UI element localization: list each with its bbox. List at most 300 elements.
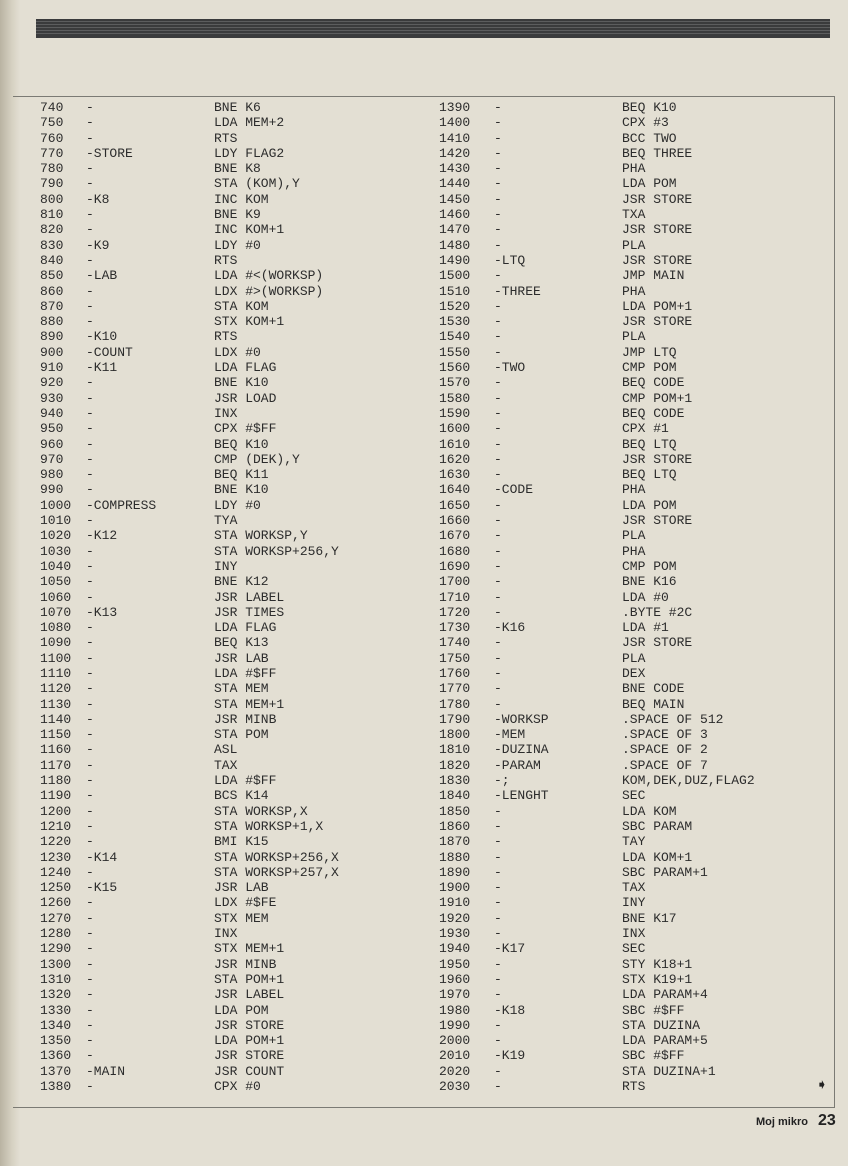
line-number: 1370 [40,1063,72,1079]
code-line [0,238,420,253]
code-instruction: LDA POM+1 [214,1033,285,1049]
code-line [424,880,834,895]
code-line [424,804,834,819]
code-label: - [86,788,94,804]
line-number: 840 [40,252,64,268]
code-line [0,559,420,574]
code-label: - [86,665,94,681]
code-line [424,391,834,406]
line-number: 1950 [439,956,471,972]
code-instruction: CMP POM+1 [622,390,693,406]
code-line [424,176,834,191]
code-line [424,421,834,436]
line-number: 880 [40,314,64,330]
code-line [424,528,834,543]
line-number: 1660 [439,513,471,529]
code-instruction: RTS [622,1079,646,1094]
line-number: 2030 [439,1079,471,1094]
code-instruction: PHA [622,543,646,559]
code-label: - [494,987,502,1003]
code-line [424,834,834,849]
code-instruction: STA MEM+1 [214,696,285,712]
line-number: 940 [40,405,64,421]
code-label: - [494,558,502,574]
line-number: 1840 [439,788,471,804]
code-line [424,635,834,650]
line-number: 1600 [439,421,471,437]
code-label: - [86,298,94,314]
line-number: 1260 [40,895,72,911]
code-line [0,498,420,513]
code-line [424,131,834,146]
code-instruction: CMP (DEK),Y [214,451,300,467]
code-line [0,375,420,390]
code-label: - [494,237,502,253]
code-label: -K17 [494,941,526,957]
code-instruction: LDA #1 [622,620,669,636]
code-line [0,544,420,559]
code-label: - [86,620,94,636]
code-line [424,987,834,1002]
code-label: -COMPRESS [86,497,157,513]
line-number: 1780 [439,696,471,712]
code-line [424,513,834,528]
code-line [0,1048,420,1063]
code-label: - [494,191,502,207]
code-label: - [86,451,94,467]
line-number: 1220 [40,834,72,850]
code-label: - [494,543,502,559]
code-instruction: JSR TIMES [214,604,285,620]
code-instruction: CPX #$FF [214,421,277,437]
code-label: -MEM [494,727,526,743]
code-instruction: LDA PARAM+5 [622,1033,708,1049]
code-instruction: JMP LTQ [622,344,677,360]
line-number: 1130 [40,696,72,712]
line-number: 1440 [439,176,471,192]
line-number: 1690 [439,558,471,574]
line-number: 1830 [439,773,471,789]
code-instruction: JSR LAB [214,880,269,896]
code-instruction: BEQ LTQ [622,436,677,452]
line-number: 1330 [40,1002,72,1018]
code-instruction: STA DUZINA+1 [622,1063,716,1079]
code-instruction: BNE K9 [214,207,261,223]
line-number: 1720 [439,604,471,620]
line-number: 1080 [40,620,72,636]
line-number: 1230 [40,849,72,865]
code-line [424,299,834,314]
code-label: - [86,421,94,437]
code-instruction: LDA FLAG [214,620,277,636]
code-label: - [494,803,502,819]
code-label: - [86,482,94,498]
code-label: -K18 [494,1002,526,1018]
line-number: 870 [40,298,64,314]
line-number: 1160 [40,742,72,758]
line-number: 1590 [439,405,471,421]
line-number: 860 [40,283,64,299]
code-label: - [86,971,94,987]
code-instruction: JSR STORE [214,1048,285,1064]
code-instruction: LDY FLAG2 [214,145,285,161]
code-label: - [86,130,94,146]
code-line [0,697,420,712]
code-line [0,268,420,283]
code-line [0,253,420,268]
line-number: 1900 [439,880,471,896]
line-number: 1240 [40,864,72,880]
code-label: - [86,176,94,192]
code-instruction: JSR LABEL [214,987,285,1003]
code-instruction: JMP MAIN [622,268,685,284]
code-label: -K10 [86,329,118,345]
code-label: - [494,681,502,697]
code-label: - [494,650,502,666]
code-instruction: RTS [214,252,238,268]
line-number: 1390 [439,100,471,115]
line-number: 1300 [40,956,72,972]
code-label: - [86,742,94,758]
code-label: - [86,1079,94,1094]
line-number: 1010 [40,513,72,529]
code-instruction: BEQ K11 [214,467,269,483]
line-number: 930 [40,390,64,406]
code-label: - [86,314,94,330]
code-instruction: JSR STORE [622,252,693,268]
code-line [0,834,420,849]
code-line [424,742,834,757]
code-instruction: CPX #1 [622,421,669,437]
code-line [424,146,834,161]
code-line [0,528,420,543]
code-label: - [86,1048,94,1064]
line-number: 1000 [40,497,72,513]
code-line [0,666,420,681]
line-number: 1710 [439,589,471,605]
line-number: 760 [40,130,64,146]
code-label: - [494,1079,502,1094]
line-number: 1650 [439,497,471,513]
code-instruction: LDA PARAM+4 [622,987,708,1003]
line-number: 830 [40,237,64,253]
code-line [0,987,420,1002]
code-line [0,865,420,880]
line-number: 1580 [439,390,471,406]
code-instruction: STX KOM+1 [214,314,285,330]
code-line [424,895,834,910]
code-instruction: LDX #>(WORKSP) [214,283,324,299]
code-label: -DUZINA [494,742,549,758]
code-instruction: LDY #0 [214,237,261,253]
line-number: 1040 [40,558,72,574]
code-label: - [494,864,502,880]
code-line [424,926,834,941]
code-instruction: JSR STORE [622,451,693,467]
line-number: 850 [40,268,64,284]
code-line [424,1079,834,1094]
code-instruction: STA WORKSP+257,X [214,864,339,880]
code-instruction: LDA FLAG [214,360,277,376]
code-label: - [86,803,94,819]
code-line [424,590,834,605]
code-line [424,681,834,696]
line-number: 740 [40,100,64,115]
code-line [424,115,834,130]
code-line [0,850,420,865]
line-number: 1970 [439,987,471,1003]
code-label: - [86,558,94,574]
code-label: - [494,100,502,115]
code-instruction: LDA #$FF [214,773,277,789]
line-number: 1810 [439,742,471,758]
code-label: - [86,207,94,223]
code-line [424,222,834,237]
line-number: 1750 [439,650,471,666]
code-line [424,437,834,452]
code-line [0,437,420,452]
line-number: 1540 [439,329,471,345]
code-line [424,651,834,666]
code-instruction: TAX [622,880,646,896]
line-number: 1380 [40,1079,72,1094]
code-instruction: STA WORKSP,Y [214,528,308,544]
code-line [0,176,420,191]
code-line [0,926,420,941]
code-label: - [494,467,502,483]
code-instruction: PHA [622,482,646,498]
code-label: - [86,436,94,452]
code-line [424,314,834,329]
line-number: 1470 [439,222,471,238]
code-instruction: CPX #0 [214,1079,261,1094]
code-instruction: LDA KOM [622,803,677,819]
code-label: -PARAM [494,757,541,773]
code-instruction: INY [622,895,646,911]
code-line [0,758,420,773]
line-number: 1280 [40,926,72,942]
code-label: - [494,405,502,421]
code-label: - [86,283,94,299]
code-line [0,727,420,742]
code-label: - [86,1002,94,1018]
line-number: 1340 [40,1017,72,1033]
code-label: -LENGHT [494,788,549,804]
code-line [424,345,834,360]
code-line [0,207,420,222]
code-label: -CODE [494,482,534,498]
code-label: - [494,222,502,238]
code-instruction: BEQ K10 [214,436,269,452]
code-instruction: STY K18+1 [622,956,693,972]
line-number: 1990 [439,1017,471,1033]
code-line [424,238,834,253]
code-instruction: INC KOM [214,191,269,207]
code-label: - [494,451,502,467]
code-line [0,635,420,650]
code-instruction: STA MEM [214,681,269,697]
code-label: - [86,711,94,727]
code-line [0,222,420,237]
code-instruction: LDA POM+1 [622,298,693,314]
code-instruction: SEC [622,941,646,957]
line-number: 1770 [439,681,471,697]
code-line [0,284,420,299]
code-label: -K12 [86,528,118,544]
line-number: 1760 [439,665,471,681]
code-label: -; [494,773,510,789]
code-line [0,314,420,329]
code-instruction: STA WORKSP+256,X [214,849,339,865]
code-label: - [86,115,94,131]
line-number: 1450 [439,191,471,207]
code-line [424,850,834,865]
line-number: 1730 [439,620,471,636]
code-line [424,268,834,283]
line-number: 1930 [439,926,471,942]
code-instruction: PHA [622,283,646,299]
code-label: - [86,818,94,834]
code-instruction: BEQ CODE [622,375,685,391]
code-instruction: BEQ THREE [622,145,693,161]
line-number: 1870 [439,834,471,850]
code-label: - [494,574,502,590]
code-line [0,773,420,788]
code-instruction: JSR MINB [214,956,277,972]
code-line [424,1048,834,1063]
line-number: 950 [40,421,64,437]
code-line [0,712,420,727]
code-line [424,498,834,513]
code-line [424,727,834,742]
code-instruction: STA POM [214,727,269,743]
line-number: 780 [40,161,64,177]
line-number: 2000 [439,1033,471,1049]
code-instruction: LDX #0 [214,344,261,360]
line-number: 1890 [439,864,471,880]
line-number: 1860 [439,818,471,834]
code-instruction: SBC #$FF [622,1002,685,1018]
code-line [424,941,834,956]
code-line [424,712,834,727]
code-label: - [86,727,94,743]
line-number: 890 [40,329,64,345]
code-label: - [494,314,502,330]
code-line [0,513,420,528]
line-number: 750 [40,115,64,131]
code-line [424,957,834,972]
code-line [0,1079,420,1094]
line-number: 1490 [439,252,471,268]
code-instruction: STA WORKSP+1,X [214,818,324,834]
line-number: 1110 [40,665,72,681]
code-line [0,651,420,666]
code-label: - [494,497,502,513]
code-instruction: PLA [622,237,646,253]
code-instruction: LDA POM [622,497,677,513]
line-number: 910 [40,360,64,376]
line-number: 810 [40,207,64,223]
code-instruction: LDA KOM+1 [622,849,693,865]
code-label: - [86,757,94,773]
code-instruction: JSR STORE [622,635,693,651]
code-line [0,804,420,819]
code-line [0,911,420,926]
code-line [0,788,420,803]
code-instruction: STA (KOM),Y [214,176,300,192]
code-label: - [86,650,94,666]
code-instruction: BNE K10 [214,482,269,498]
line-number: 1140 [40,711,72,727]
code-line [424,911,834,926]
line-number: 1980 [439,1002,471,1018]
code-line [424,605,834,620]
line-number: 1620 [439,451,471,467]
line-number: 1630 [439,467,471,483]
line-number: 1430 [439,161,471,177]
line-number: 1050 [40,574,72,590]
code-line [0,482,420,497]
code-instruction: KOM,DEK,DUZ,FLAG2 [622,773,755,789]
code-label: - [86,543,94,559]
line-number: 1700 [439,574,471,590]
header-rule-lines [36,21,830,36]
code-label: -K15 [86,880,118,896]
code-instruction: .BYTE #2C [622,604,693,620]
code-label: - [86,405,94,421]
line-number: 1190 [40,788,72,804]
code-instruction: BEQ MAIN [622,696,685,712]
code-label: - [86,773,94,789]
line-number: 1410 [439,130,471,146]
code-line [424,1018,834,1033]
code-line [0,590,420,605]
code-label: - [494,1033,502,1049]
code-line [0,329,420,344]
code-instruction: PLA [622,528,646,544]
code-line [0,391,420,406]
code-instruction: STA POM+1 [214,971,285,987]
line-number: 1550 [439,344,471,360]
code-label: - [494,971,502,987]
code-label: - [494,390,502,406]
code-label: - [494,880,502,896]
line-number: 970 [40,451,64,467]
code-label: - [494,589,502,605]
code-label: - [86,681,94,697]
code-instruction: JSR COUNT [214,1063,285,1079]
code-label: - [494,421,502,437]
code-line [0,895,420,910]
code-line [424,758,834,773]
code-line [0,100,420,115]
code-label: -TWO [494,360,526,376]
code-instruction: PLA [622,329,646,345]
code-label: - [86,574,94,590]
code-line [0,1018,420,1033]
code-label: -LTQ [494,252,526,268]
code-line [424,697,834,712]
code-line [424,972,834,987]
line-number: 990 [40,482,64,498]
code-instruction: CMP POM [622,558,677,574]
code-instruction: JSR STORE [622,191,693,207]
line-number: 920 [40,375,64,391]
code-instruction: STX K19+1 [622,971,693,987]
code-instruction: STX MEM+1 [214,941,285,957]
code-label: - [494,818,502,834]
line-number: 1920 [439,910,471,926]
